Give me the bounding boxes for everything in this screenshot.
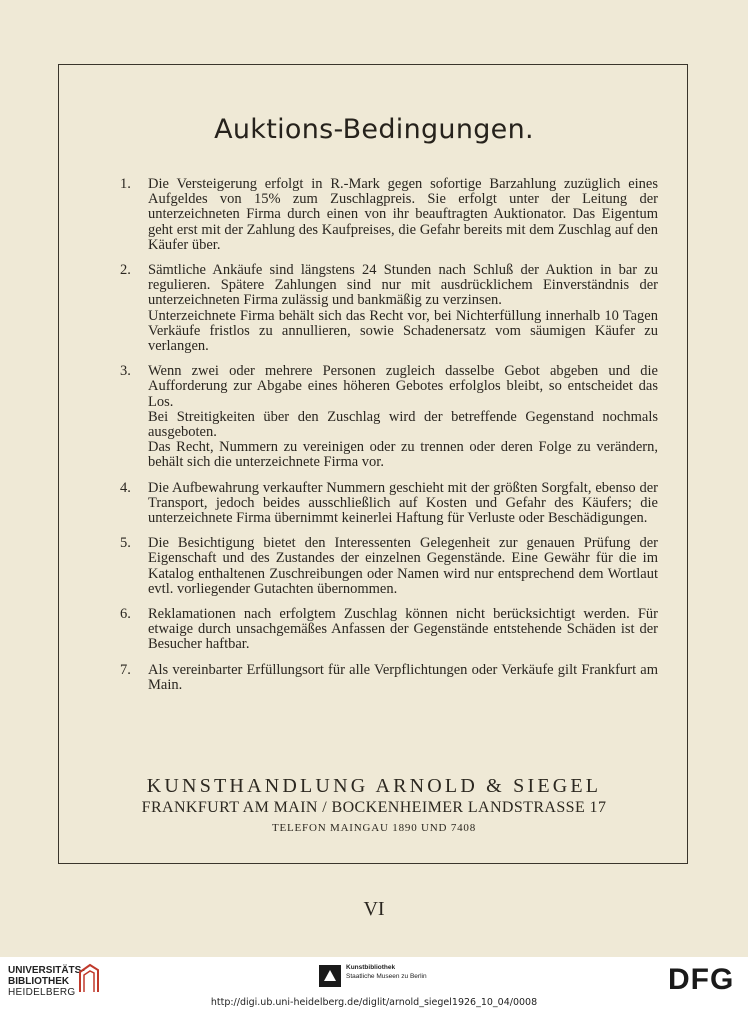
page-number: VI xyxy=(363,898,385,920)
dfg-logo: DFG xyxy=(668,963,735,996)
firm-name: KUNSTHANDLUNG ARNOLD & SIEGEL xyxy=(146,775,602,797)
condition-text xyxy=(148,481,658,527)
digitization-footer xyxy=(0,957,748,1009)
condition-item xyxy=(120,536,658,597)
condition-paragraph: Unterzeichnete Firma behält sich das Recht vor, bei Nichterfüllung innerhalb 10 Tagen Verkäufe fristlos zu annullieren, sowie Schadenersatz vom säumigen Käufer zu verlangen. xyxy=(148,307,658,355)
conditions-list xyxy=(120,177,658,703)
condition-paragraph: Das Recht, Nummern zu vereinigen oder zu trennen oder deren Folge zu verändern, behält sich die unterzeichnete Firma vor. xyxy=(148,439,658,471)
condition-paragraph: Als vereinbarter Erfüllungsort für alle Verpflichtungen oder Verkäufe gilt Frankfurt am Main. xyxy=(148,661,658,693)
condition-number: 6. xyxy=(120,606,131,623)
page-title: Auktions-Bedingungen. xyxy=(214,114,534,145)
condition-item xyxy=(120,663,658,693)
condition-number: 7. xyxy=(120,661,131,678)
condition-paragraph: Die Besichtigung bietet den Interessenten Gelegenheit zur genauen Prüfung der Eigenschaft und des Zustandes der einzelnen Gegenstände. Eine Gewähr für die im Katalog enthaltenen Zuschreibungen oder Namen wird nur entsprechend dem Wortlaut evtl. vorliegender Gutachten übernommen. xyxy=(148,535,658,597)
condition-paragraph: Bei Streitigkeiten über den Zuschlag wird der betreffende Gegenstand nochmals ausgeboten. xyxy=(148,408,658,441)
condition-text xyxy=(148,607,658,653)
kunstbibliothek-name: Kunstbibliothek xyxy=(346,964,396,971)
kunstbibliothek-label xyxy=(346,963,427,981)
condition-item xyxy=(120,607,658,653)
condition-paragraph: Die Aufbewahrung verkaufter Nummern geschieht mit der größten Sorgfalt, ebenso der Transport, jedoch beides ausschließlich auf Kosten und Gefahr des Käufers; die unterzeichnete Firma übernimmt keinerlei Haftung für Verluste oder Beschädigungen. xyxy=(148,479,658,527)
condition-number: 5. xyxy=(120,535,131,552)
university-line-1: UNIVERSITÄTS- xyxy=(8,965,85,976)
condition-item xyxy=(120,177,658,253)
source-url[interactable]: http://digi.ub.uni-heidelberg.de/diglit/arnold_siegel1926_10_04/0008 xyxy=(210,997,538,1008)
condition-paragraph: Die Versteigerung erfolgt in R.-Mark gegen sofortige Barzahlung zuzüglich eines Aufgeldes von 15% zum Zuschlagpreis. Sie erfolgt unter der Leitung der unterzeichneten Firma durch einen von ihr beauftragten Auktionator. Das Eigentum geht erst mit der Zahlung des Kaufpreises, die Gefahr bereits mit dem Zuschlag auf den Käufer über. xyxy=(148,176,658,253)
condition-number: 1. xyxy=(120,176,131,192)
university-library-label xyxy=(8,965,85,998)
university-line-2: BIBLIOTHEK xyxy=(8,976,70,987)
firm-telephone: TELEFON MAINGAU 1890 UND 7408 xyxy=(271,822,477,834)
condition-number: 4. xyxy=(120,479,131,496)
condition-text xyxy=(148,364,658,470)
kunstbibliothek-logo-icon xyxy=(319,965,341,987)
condition-number: 3. xyxy=(120,363,131,380)
condition-text xyxy=(148,177,658,253)
firm-address: FRANKFURT AM MAIN / BOCKENHEIMER LANDSTRASSE 17 xyxy=(141,799,607,816)
condition-paragraph: Sämtliche Ankäufe sind längstens 24 Stunden nach Schluß der Auktion in bar zu regulieren. Spätere Zahlungen sind nur mit ausdrücklichem Einverständnis der unterzeichneten Firma zulässig und bankmäßig zu verzinsen. xyxy=(148,262,658,309)
condition-text xyxy=(148,663,658,693)
condition-number: 2. xyxy=(120,262,131,279)
condition-text xyxy=(148,536,658,597)
university-line-3: HEIDELBERG xyxy=(8,987,76,998)
condition-paragraph: Reklamationen nach erfolgtem Zuschlag können nicht berücksichtigt werden. Für etwaige durch unsachgemäßes Anfassen der Gegenstände entstehende Schäden ist der Besucher haftbar. xyxy=(148,606,658,653)
firm-block xyxy=(0,774,748,836)
condition-item xyxy=(120,481,658,527)
condition-item xyxy=(120,263,658,354)
condition-item xyxy=(120,364,658,470)
university-logo-icon xyxy=(76,962,102,996)
condition-paragraph: Wenn zwei oder mehrere Personen zugleich dasselbe Gebot abgeben und die Aufforderung zur Abgabe eines höheren Gebotes erfolglos bleibt, so entscheidet das Los. xyxy=(148,363,658,410)
condition-text xyxy=(148,263,658,354)
kunstbibliothek-subtitle: Staatliche Museen zu Berlin xyxy=(346,973,427,980)
